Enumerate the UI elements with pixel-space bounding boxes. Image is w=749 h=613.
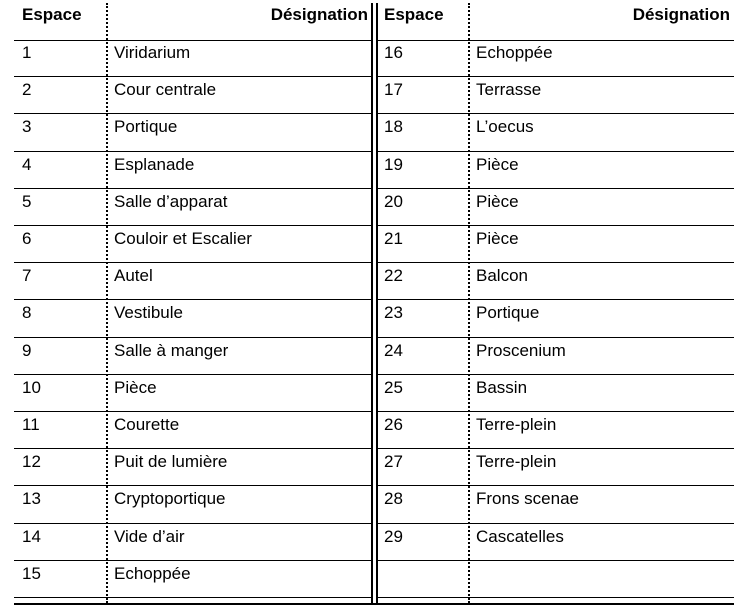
table-row xyxy=(376,449,734,486)
space-designation: Courette xyxy=(114,415,180,434)
spaces-table xyxy=(14,0,734,606)
space-designation: Echoppée xyxy=(476,43,553,62)
space-designation: Bassin xyxy=(476,377,528,397)
table-row xyxy=(14,561,372,598)
table-row xyxy=(376,263,734,300)
space-designation: Frons scenae xyxy=(476,489,579,509)
table-row xyxy=(376,152,734,189)
space-designation: Cryptoportique xyxy=(114,489,226,509)
space-number: 6 xyxy=(22,229,32,248)
space-number: 23 xyxy=(384,303,403,323)
table-row xyxy=(14,412,372,449)
space-number: 13 xyxy=(22,489,41,509)
space-number: 18 xyxy=(384,117,403,137)
space-number: 29 xyxy=(384,526,403,546)
space-number: 9 xyxy=(22,340,32,360)
space-number: 5 xyxy=(22,191,32,211)
table-row xyxy=(14,152,372,189)
table-row xyxy=(14,226,372,263)
space-designation: Proscenium xyxy=(476,340,566,360)
table-row xyxy=(14,77,372,114)
space-number: 28 xyxy=(384,489,403,509)
table-header xyxy=(14,0,372,41)
space-designation: Puit de lumière xyxy=(114,452,228,472)
table-row xyxy=(14,300,372,337)
table-row xyxy=(376,486,734,523)
space-designation: Salle à manger xyxy=(114,340,229,360)
table-row xyxy=(14,486,372,523)
table-row xyxy=(14,524,372,561)
table-row xyxy=(376,226,734,263)
space-designation: Cour centrale xyxy=(114,80,217,100)
space-designation: Esplanade xyxy=(114,154,195,174)
bottom-rule xyxy=(14,603,734,605)
table-row xyxy=(376,189,734,226)
space-designation: Cascatelles xyxy=(476,526,564,546)
space-number: 10 xyxy=(22,377,41,397)
space-designation: Viridarium xyxy=(114,43,191,62)
space-number: 14 xyxy=(22,526,41,546)
space-designation: Pièce xyxy=(476,229,519,248)
table-row xyxy=(14,263,372,300)
space-designation: Balcon xyxy=(476,266,528,286)
table-row xyxy=(376,77,734,114)
header-espace: Espace xyxy=(384,5,444,24)
space-designation: Terre-plein xyxy=(476,415,557,434)
space-number: 8 xyxy=(22,303,32,323)
space-designation: Portique xyxy=(476,303,540,323)
header-espace: Espace xyxy=(22,5,82,24)
table-row xyxy=(14,114,372,151)
space-number: 7 xyxy=(22,266,32,286)
space-number: 3 xyxy=(22,117,32,137)
table-row xyxy=(14,449,372,486)
space-number: 12 xyxy=(22,452,41,472)
space-number: 21 xyxy=(384,229,403,248)
space-designation: Couloir et Escalier xyxy=(114,229,252,248)
space-designation: Pièce xyxy=(476,191,519,211)
space-designation: Portique xyxy=(114,117,178,137)
space-number: 25 xyxy=(384,377,403,397)
table-right-half xyxy=(376,0,734,606)
space-number: 16 xyxy=(384,43,403,62)
table-row xyxy=(376,300,734,337)
space-designation: Vestibule xyxy=(114,303,183,323)
space-number: 19 xyxy=(384,154,403,174)
space-number: 22 xyxy=(384,266,403,286)
table-row xyxy=(14,338,372,375)
space-designation: Terre-plein xyxy=(476,452,557,472)
table-row xyxy=(14,375,372,412)
space-designation: Pièce xyxy=(114,377,157,397)
table-row xyxy=(376,40,734,77)
space-number: 27 xyxy=(384,452,403,472)
column-separator xyxy=(468,3,470,603)
table-row xyxy=(376,524,734,561)
table-row xyxy=(376,375,734,412)
column-separator xyxy=(106,3,108,603)
space-number: 2 xyxy=(22,80,32,100)
table-row xyxy=(14,40,372,77)
table-header xyxy=(376,0,734,41)
space-number: 1 xyxy=(22,43,32,62)
table-left-half xyxy=(14,0,372,606)
header-designation: Désignation xyxy=(270,5,368,24)
space-number: 15 xyxy=(22,563,41,583)
table-row xyxy=(376,561,734,598)
space-designation: Autel xyxy=(114,266,153,286)
space-designation: Echoppée xyxy=(114,563,191,583)
space-designation: Vide d’air xyxy=(114,526,185,546)
space-number: 20 xyxy=(384,191,403,211)
space-number: 26 xyxy=(384,415,403,434)
space-designation: Pièce xyxy=(476,154,519,174)
space-designation: Salle d’apparat xyxy=(114,191,228,211)
space-designation: Terrasse xyxy=(476,80,542,100)
table-row xyxy=(376,412,734,449)
space-number: 24 xyxy=(384,340,403,360)
space-number: 11 xyxy=(22,415,40,434)
space-number: 4 xyxy=(22,154,32,174)
table-row xyxy=(14,189,372,226)
space-designation: L’oecus xyxy=(476,117,534,137)
space-number: 17 xyxy=(384,80,403,100)
table-row xyxy=(376,338,734,375)
table-row xyxy=(376,114,734,151)
header-designation: Désignation xyxy=(632,5,730,24)
